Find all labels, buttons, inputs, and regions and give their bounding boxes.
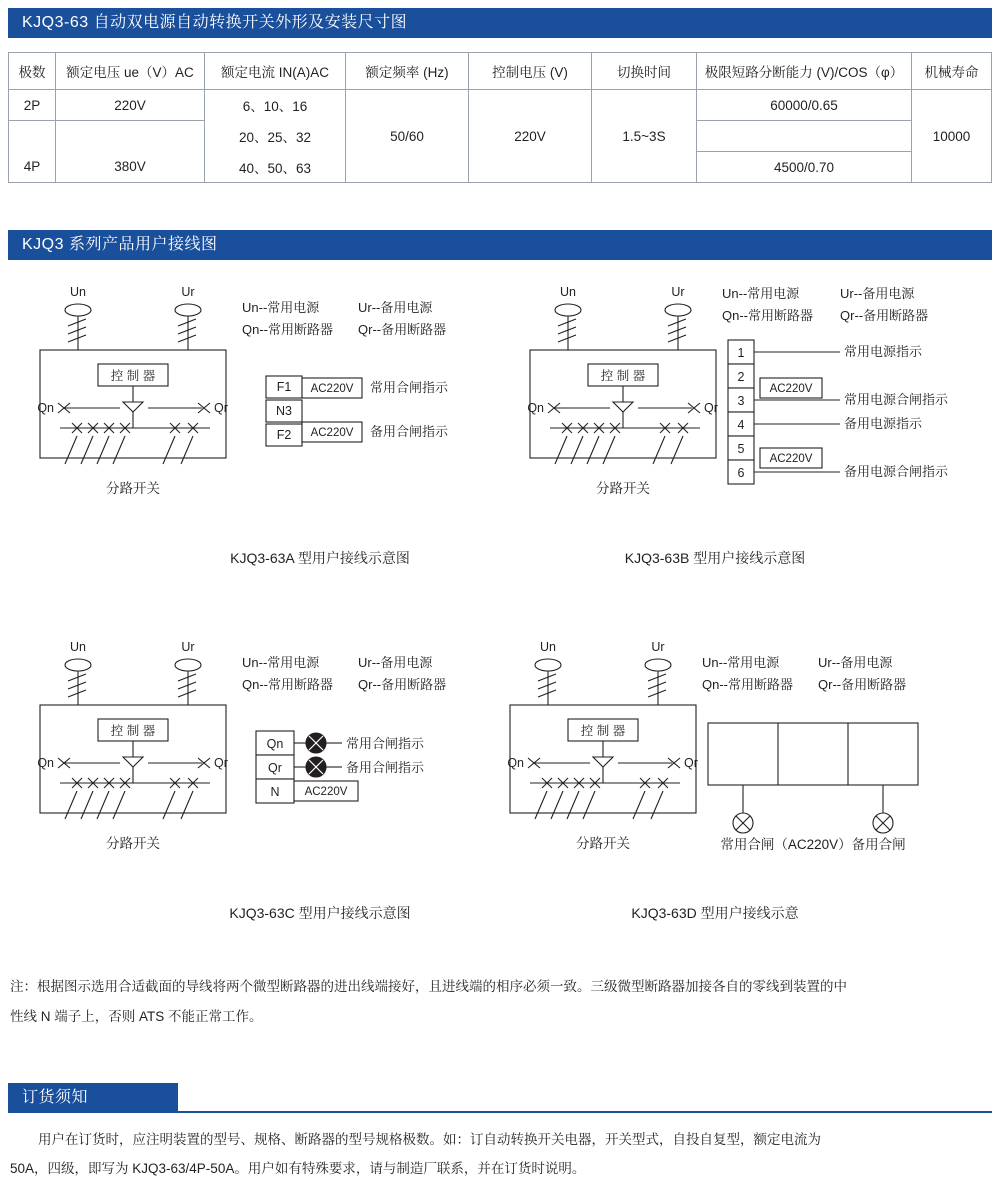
- col-header-switch-time: 切换时间: [592, 53, 697, 90]
- cell-current-line3: 40、50、63: [205, 152, 346, 183]
- order-section-rule: [178, 1111, 992, 1113]
- cell-poles-spacer: [9, 121, 56, 152]
- label-un-b: Un: [560, 285, 576, 299]
- col-header-breaking: 极限短路分断能力 (V)/COS（φ）: [697, 53, 912, 90]
- legend-ur-d: Ur--备用电源: [818, 655, 893, 670]
- diagram-kjq3-63d: [480, 633, 980, 883]
- label-un-d: Un: [540, 640, 556, 654]
- spec-table-body: [9, 90, 992, 183]
- caption-diagram-b: KJQ3-63B 型用户接线示意图: [624, 550, 806, 566]
- indicator-label-1-b: 常用电源指示: [844, 344, 923, 359]
- diagram-kjq3-63b: [510, 278, 990, 528]
- diagram-b-svg: [510, 278, 990, 528]
- legend-un-a: Un--常用电源: [242, 300, 320, 315]
- label-ur-a: Ur: [181, 285, 195, 299]
- label-qr-d: Qr: [684, 756, 698, 770]
- legend-qn-a: Qn--常用断路器: [242, 322, 334, 337]
- indicator-label-1-d: 常用合闸（AC220V）备用合闸: [720, 837, 906, 852]
- col-header-current: 额定电流 IN(A)AC: [205, 53, 346, 90]
- ac-label-1-a: AC220V: [310, 383, 354, 395]
- legend-qn-c: Qn--常用断路器: [242, 677, 334, 692]
- legend-qn-d: Qn--常用断路器: [702, 677, 794, 692]
- terminal-n3-a: N3: [276, 404, 292, 418]
- caption-diagram-d: KJQ3-63D 型用户接线示意: [631, 905, 799, 921]
- cell-frequency-value: 50/60: [346, 121, 469, 152]
- legend-qr-a: Qr--备用断路器: [358, 322, 447, 337]
- label-controller-d: 控 制 器: [580, 724, 626, 738]
- note-block: [10, 972, 985, 1032]
- cell-breaking-60000: 60000/0.65: [697, 90, 912, 121]
- cell-ctrl-voltage-bottom: [469, 152, 592, 183]
- label-qr-b: Qr: [704, 401, 718, 415]
- indicator-label-3-b: 备用电源指示: [844, 416, 923, 431]
- cell-mech-life: [912, 90, 992, 121]
- diagram-c-svg: [20, 633, 490, 883]
- label-un-c: Un: [70, 640, 86, 654]
- legend-un-d: Un--常用电源: [702, 655, 780, 670]
- terminal-6-b: 6: [737, 466, 745, 480]
- cell-frequency-bottom: [346, 152, 469, 183]
- cell-mech-life-value: 10000: [912, 121, 992, 152]
- legend-ur-c: Ur--备用电源: [358, 655, 433, 670]
- cell-mech-life-bottom: [912, 152, 992, 183]
- legend-ur-b: Ur--备用电源: [840, 286, 915, 301]
- col-header-mech-life: 机械寿命: [912, 53, 992, 90]
- cell-breaking-4500: 4500/0.70: [697, 152, 912, 183]
- label-controller-b: 控 制 器: [600, 369, 646, 383]
- col-header-frequency: 额定频率 (Hz): [346, 53, 469, 90]
- indicator-label-2-a: 备用合闸指示: [370, 424, 449, 439]
- col-header-poles: 极数: [9, 53, 56, 90]
- legend-qr-c: Qr--备用断路器: [358, 677, 447, 692]
- note-line-1: 注：根据图示选用合适截面的导线将两个微型断路器的进出线端接好，且进线端的相序必须一致。三级微型断路器加接各自的零线到装置的中: [10, 979, 847, 994]
- indicator-label-2-b: 常用电源合闸指示: [844, 392, 949, 407]
- label-ur-c: Ur: [181, 640, 195, 654]
- table-row: [9, 152, 992, 183]
- indicator-label-1-c: 常用合闸指示: [346, 736, 425, 751]
- label-controller-a: 控 制 器: [110, 369, 156, 383]
- terminal-2-b: 2: [737, 370, 745, 384]
- terminal-f2-a: F2: [276, 428, 292, 442]
- spec-section-title: KJQ3-63 自动双电源自动转换开关外形及安装尺寸图: [8, 8, 992, 38]
- terminal-1-b: 1: [737, 346, 745, 360]
- terminal-n-c: N: [270, 785, 280, 799]
- col-header-ctrl-volt: 控制电压 (V): [469, 53, 592, 90]
- diagram-kjq3-63a: [20, 278, 490, 528]
- label-ur-b: Ur: [671, 285, 685, 299]
- cell-frequency: [346, 90, 469, 121]
- diagram-a-svg: [20, 278, 490, 528]
- label-controller-c: 控 制 器: [110, 724, 156, 738]
- cell-poles-2p: 2P: [9, 90, 56, 121]
- caption-diagram-a: KJQ3-63A 型用户接线示意图: [230, 550, 410, 566]
- note-line-2: 性线 N 端子上，否则 ATS 不能正常工作。: [10, 1009, 263, 1024]
- ac-label-1-b: AC220V: [769, 383, 813, 395]
- col-header-voltage: 额定电压 ue（V）AC: [56, 53, 205, 90]
- cell-breaking-spacer: [697, 121, 912, 152]
- indicator-label-2-c: 备用合闸指示: [346, 760, 425, 775]
- cell-current-line2: 20、25、32: [205, 121, 346, 152]
- label-qr-c: Qr: [214, 756, 228, 770]
- cell-switch-time-value: 1.5~3S: [592, 121, 697, 152]
- cell-voltage-spacer: [56, 121, 205, 152]
- wiring-diagrams: [0, 268, 1000, 948]
- cell-ctrl-voltage-value: 220V: [469, 121, 592, 152]
- ac-label-2-b: AC220V: [769, 453, 813, 465]
- label-qn-b: Qn: [527, 401, 544, 415]
- indicator-label-4-b: 备用电源合闸指示: [844, 464, 949, 479]
- terminal-4-b: 4: [737, 418, 745, 432]
- label-qr-a: Qr: [214, 401, 228, 415]
- legend-ur-a: Ur--备用电源: [358, 300, 433, 315]
- label-un-a: Un: [70, 285, 86, 299]
- label-qn-d: Qn: [507, 756, 524, 770]
- terminal-3-b: 3: [737, 394, 745, 408]
- diagram-kjq3-63c: [20, 633, 490, 883]
- order-notice-body: [10, 1125, 985, 1183]
- label-branch-switch-d: 分路开关: [576, 836, 630, 851]
- label-qn-c: Qn: [37, 756, 54, 770]
- legend-qr-b: Qr--备用断路器: [840, 308, 929, 323]
- cell-poles-4p: 4P: [9, 152, 56, 183]
- wiring-section-title: KJQ3 系列产品用户接线图: [8, 230, 992, 260]
- legend-qr-d: Qr--备用断路器: [818, 677, 907, 692]
- table-header-row: [9, 53, 992, 90]
- table-row: [9, 90, 992, 121]
- terminal-qr-c: Qr: [268, 761, 282, 775]
- diagram-d-svg: [480, 633, 980, 883]
- cell-current-line1: 6、10、16: [205, 90, 346, 121]
- label-branch-switch-a: 分路开关: [106, 481, 160, 496]
- terminal-qn-c: Qn: [266, 737, 284, 751]
- terminal-5-b: 5: [737, 442, 745, 456]
- label-ur-d: Ur: [651, 640, 665, 654]
- order-line-2: 50A，四级，即写为 KJQ3-63/4P-50A。用户如有特殊要求，请与制造厂联系，并在订货时说明。: [10, 1161, 586, 1176]
- cell-switch-time-bottom: [592, 152, 697, 183]
- spec-table: [8, 52, 992, 183]
- caption-diagram-c: KJQ3-63C 型用户接线示意图: [229, 905, 411, 921]
- terminal-f1-a: F1: [276, 380, 292, 394]
- legend-qn-b: Qn--常用断路器: [722, 308, 814, 323]
- label-branch-switch-b: 分路开关: [596, 481, 650, 496]
- label-branch-switch-c: 分路开关: [106, 836, 160, 851]
- cell-ctrl-voltage: [469, 90, 592, 121]
- cell-voltage-380: 380V: [56, 152, 205, 183]
- cell-switch-time: [592, 90, 697, 121]
- legend-un-b: Un--常用电源: [722, 286, 800, 301]
- label-qn-a: Qn: [37, 401, 54, 415]
- indicator-label-1-a: 常用合闸指示: [370, 380, 449, 395]
- order-section-title: 订货须知: [8, 1083, 178, 1113]
- cell-voltage-220: 220V: [56, 90, 205, 121]
- order-line-1: 用户在订货时，应注明装置的型号、规格、断路器的型号规格极数。如：订自动转换开关电器，开关型式，自投自复型，额定电流为: [38, 1132, 821, 1147]
- spec-table-head: [9, 53, 992, 90]
- legend-un-c: Un--常用电源: [242, 655, 320, 670]
- table-row: [9, 121, 992, 152]
- ac-label-2-a: AC220V: [310, 427, 354, 439]
- ac-label-1-c: AC220V: [304, 786, 348, 798]
